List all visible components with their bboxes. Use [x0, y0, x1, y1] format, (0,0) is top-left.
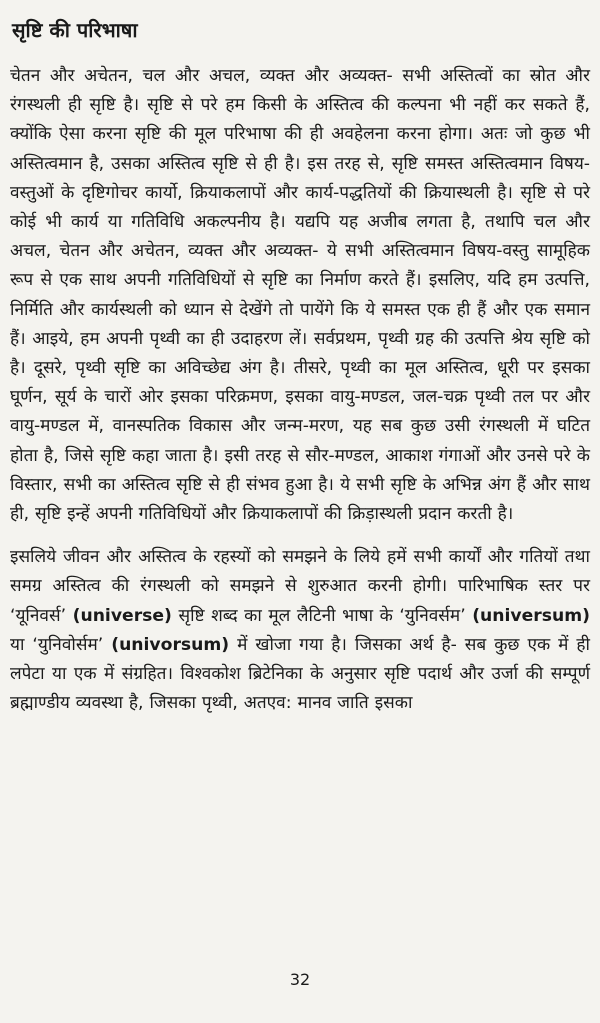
- paragraph-2-text: में खोजा गया है। जिसका अर्थ है- सब कुछ एक में ही लपेटा या एक में संग्रहित। विश्वकोश ब्रिटेनिका के अनुसार सृष्टि पदार्थ और उर्जा की सम्पूर्ण ब्रह्माण्डीय व्यवस्था है, जिसका पृथ्वी, अतएव: मानव जाति इसका: [10, 634, 590, 714]
- paragraph-2: [10, 543, 590, 718]
- term-universum: (universum): [472, 605, 590, 626]
- term-universe: (universe): [72, 605, 172, 626]
- page-number: 32: [289, 970, 311, 989]
- paragraph-2-text: सृष्टि शब्द का मूल लैटिनी भाषा के ‘युनिवर्सम’: [171, 605, 473, 626]
- paragraph-2-text: इसलिये जीवन और अस्तित्व के रहस्यों को समझने के लिये हमें सभी कार्यों और गतियों तथा समग्र अस्तित्व की रंगस्थली को समझने से शुरुआत करनी होगी। पारिभाषिक स्तर पर ‘यूनिवर्स’: [10, 547, 590, 626]
- paragraph-1: चेतन और अचेतन, चल और अचल, व्यक्त और अव्यक्त- सभी अस्तित्वों का स्रोत और रंगस्थली ही सृष्टि है। सृष्टि से परे हम किसी के अस्तित्व की कल्पना भी नहीं कर सकते हैं, क्योंकि ऐसा करना सृष्टि की मूल परिभाषा की ही अवहेलना करना होगा। अतः जो कुछ भी अस्तित्वमान है, उसका अस्तित्व सृष्टि से ही है। इस तरह से, सृष्टि समस्त अस्तित्वमान विषय-वस्तुओं के दृष्टिगोचर कार्यो, क्रियाकलापों और कार्य-पद्धतियों की क्रियास्थली है। सृष्टि से परे कोई भी कार्य या गतिविधि अकल्पनीय है। यद्यपि यह अजीब लगता है, तथापि चल और अचल, चेतन और अचेतन, व्यक्त और अव्यक्त- ये सभी अस्तित्वमान विषय-वस्तु सामूहिक रूप से एक साथ अपनी गतिविधियों से सृष्टि का निर्माण करते हैं। इसलिए, यदि हम उत्पत्ति, निर्मिति और कार्यस्थली को ध्यान से देखेंगे तो पायेंगे कि ये समस्त एक ही हैं और एक समान हैं। आइये, हम अपनी पृथ्वी का ही उदाहरण लें। सर्वप्रथम, पृथ्वी ग्रह की उत्पत्ति श्रेय सृष्टि को है। दूसरे, पृथ्वी सृष्टि का अविच्छेद्य अंग है। तीसरे, पृथ्वी का मूल अस्तित्व, धूरी पर इसका घूर्णन, सूर्य के चारों ओर इसका परिक्रमण, इसका वायु-मण्डल, जल-चक्र पृथ्वी तल पर और वायु-मण्डल में, वानस्पतिक विकास और जन्म-मरण, यह सब कुछ उसी रंगस्थली में घटित होता है, जिसे सृष्टि कहा जाता है। इसी तरह से सौर-मण्डल, आकाश गंगाओं और उनसे परे के विस्तार, सभी का अस्तित्व सृष्टि से ही संभव हुआ है। ये सभी सृष्टि के अभिन्न अंग हैं और साथ ही, सृष्टि इन्हें अपनी गतिविधियों और क्रियाकलापों की क्रिड़ास्थली प्रदान करती है।: [10, 66, 590, 525]
- paragraph-2-text: या ‘युनिवोर्सम’: [10, 634, 112, 655]
- section-heading: सृष्टि की परिभाषा: [12, 18, 138, 42]
- term-univorsum: (univorsum): [111, 634, 230, 655]
